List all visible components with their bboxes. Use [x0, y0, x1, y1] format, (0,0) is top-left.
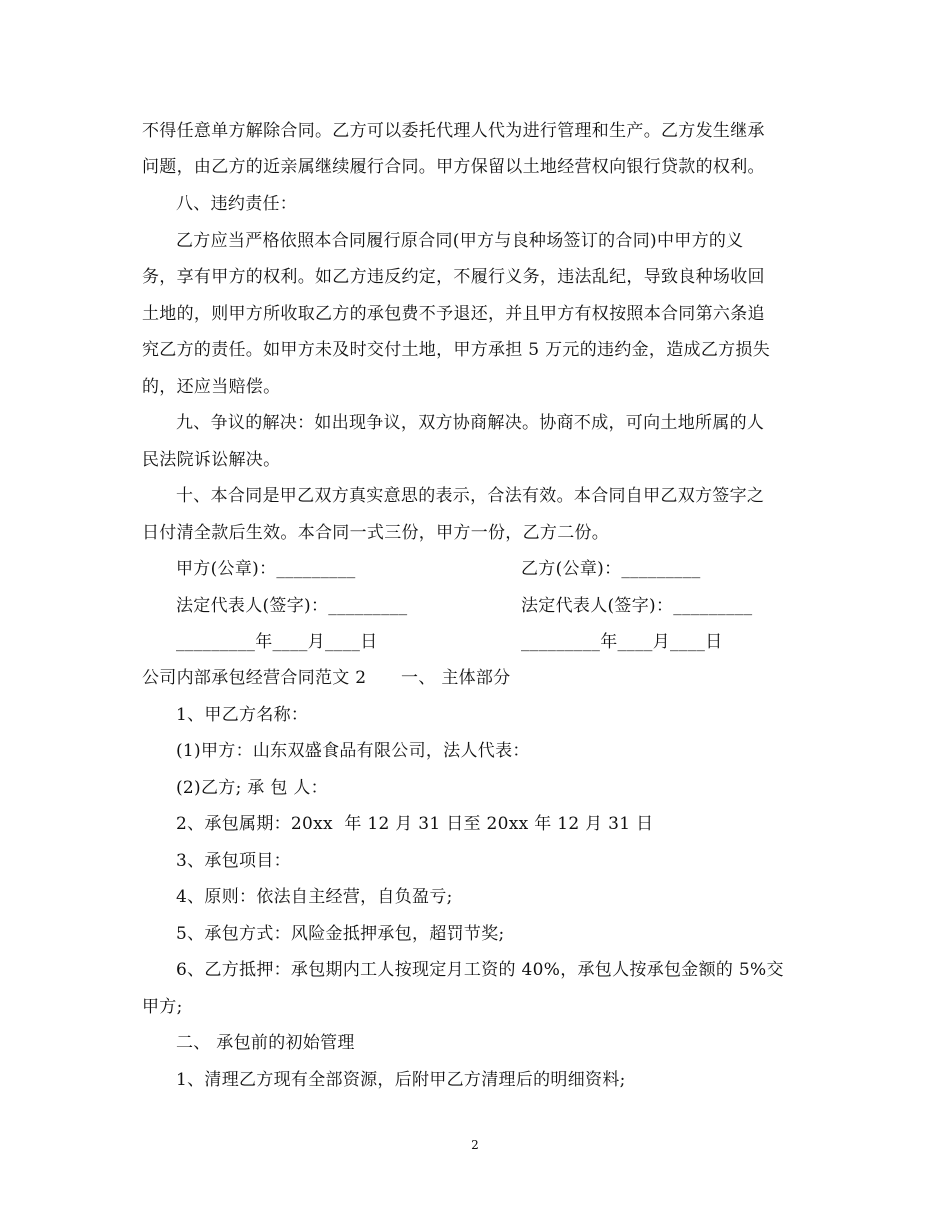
paragraph-line: 务，享有甲方的权利。如乙方违反约定，不履行义务，违法乱纪，导致良种场收回 — [142, 267, 765, 287]
party-b-date-field: _________年____月____日 — [521, 632, 723, 652]
list-item: 6、乙方抵押：承包期内工人按现定月工资的 40%，承包人按承包金额的 5%交 — [176, 960, 784, 980]
second-contract-heading: 公司内部承包经营合同范文 2 一、 主体部分 — [142, 668, 511, 688]
list-item: 4、原则：依法自主经营，自负盈亏; — [176, 887, 453, 907]
paragraph-line: 问题，由乙方的近亲属继续履行合同。甲方保留以土地经营权向银行贷款的权利。 — [142, 157, 765, 177]
list-item: 5、承包方式：风险金抵押承包，超罚节奖; — [176, 924, 505, 944]
list-item: 3、承包项目： — [176, 851, 291, 871]
paragraph-line: 九、争议的解决：如出现争议，双方协商解决。协商不成，可向土地所属的人 — [176, 413, 765, 433]
list-item-continuation: 甲方; — [142, 997, 183, 1017]
paragraph-line: 民法院诉讼解决。 — [142, 450, 281, 470]
party-a-seal-field: 甲方(公章)：_________ — [176, 559, 356, 579]
paragraph-line: 土地的，则甲方所收取乙方的承包费不予退还，并且甲方有权按照本合同第六条追 — [142, 304, 765, 324]
list-item: 1、清理乙方现有全部资源，后附甲乙方清理后的明细资料; — [176, 1070, 626, 1090]
list-item: 2、承包属期：20xx 年 12 月 31 日至 20xx 年 12 月 31 日 — [176, 814, 654, 834]
paragraph-line: 十、本合同是甲乙双方真实意思的表示，合法有效。本合同自甲乙双方签字之 — [176, 486, 765, 506]
list-item: 1、甲乙方名称： — [176, 705, 309, 725]
page-number: 2 — [471, 1138, 479, 1152]
party-b-seal-field: 乙方(公章)：_________ — [521, 559, 701, 579]
list-item: (2)乙方; 承 包 人： — [176, 778, 328, 798]
paragraph-line: 的，还应当赔偿。 — [142, 377, 281, 397]
list-item: (1)甲方：山东双盛食品有限公司，法人代表： — [176, 741, 530, 761]
section-heading-initial-management: 二、 承包前的初始管理 — [176, 1033, 355, 1053]
paragraph-line: 究乙方的责任。如甲方未及时交付土地，甲方承担 5 万元的违约金，造成乙方损失 — [142, 340, 771, 360]
party-b-representative-field: 法定代表人(签字)：_________ — [521, 596, 753, 616]
section-heading-breach: 八、违约责任： — [176, 194, 298, 214]
paragraph-line: 乙方应当严格依照本合同履行原合同(甲方与良种场签订的合同)中甲方的义 — [176, 231, 744, 251]
paragraph-line: 日付清全款后生效。本合同一式三份，甲方一份，乙方二份。 — [142, 523, 610, 543]
party-a-date-field: _________年____月____日 — [176, 632, 378, 652]
paragraph-line: 不得任意单方解除合同。乙方可以委托代理人代为进行管理和生产。乙方发生继承 — [142, 121, 765, 141]
party-a-representative-field: 法定代表人(签字)：_________ — [176, 596, 408, 616]
